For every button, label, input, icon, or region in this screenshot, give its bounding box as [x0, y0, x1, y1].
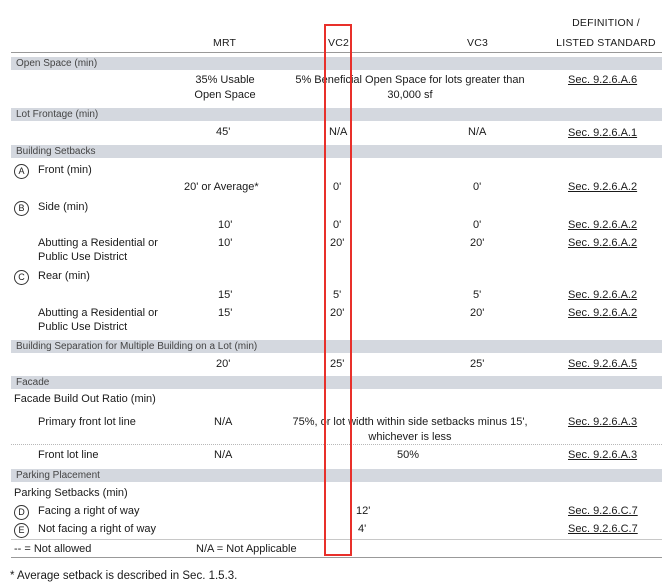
open-space-mrt-2: Open Space — [194, 89, 256, 101]
table-bottom-rule — [11, 557, 662, 558]
rear-abut-mrt: 15' — [218, 307, 233, 319]
primary-front-label: Primary front lot line — [38, 416, 136, 428]
rear-abut-vc3: 20' — [470, 307, 485, 319]
lot-frontage-def-link[interactable]: Sec. 9.2.6.A.1 — [568, 127, 638, 139]
section-parking-placement: Parking Placement — [11, 469, 662, 482]
front-def-link[interactable]: Sec. 9.2.6.A.2 — [568, 181, 638, 193]
lot-frontage-vc3: N/A — [468, 126, 487, 138]
primary-front-vc-1: 75%, or lot width within side setbacks minus 15', — [292, 416, 528, 428]
front-vc3: 0' — [473, 181, 482, 193]
separation-vc3: 25' — [470, 358, 485, 370]
separation-vc2: 25' — [330, 358, 345, 370]
not-facing-def-link[interactable]: Sec. 9.2.6.C.7 — [568, 523, 638, 535]
facing-def-link[interactable]: Sec. 9.2.6.C.7 — [568, 505, 638, 517]
rear-vc3: 5' — [473, 289, 482, 301]
front-vc2: 0' — [333, 181, 342, 193]
section-building-setbacks: Building Setbacks — [11, 145, 662, 158]
primary-front-def-link[interactable]: Sec. 9.2.6.A.3 — [568, 416, 638, 428]
facade-ratio-label: Facade Build Out Ratio (min) — [14, 393, 156, 405]
legend-na: N/A = Not Applicable — [196, 543, 297, 555]
rear-abut-label-2: Public Use District — [38, 321, 128, 333]
primary-front-mrt: N/A — [214, 416, 233, 428]
header-definition-line1: DEFINITION / — [572, 17, 640, 29]
section-lot-frontage: Lot Frontage (min) — [11, 108, 662, 121]
marker-d: D — [14, 505, 29, 520]
separation-def-link[interactable]: Sec. 9.2.6.A.5 — [568, 358, 638, 370]
side-abut-label-1: Abutting a Residential or — [38, 237, 158, 249]
open-space-vc-2: 30,000 sf — [387, 89, 433, 101]
side-label: Side (min) — [38, 201, 89, 213]
open-space-mrt-1: 35% Usable — [195, 74, 255, 86]
header-definition-line2: LISTED STANDARD — [556, 37, 656, 49]
lot-frontage-mrt: 45' — [216, 126, 231, 138]
facing-label: Facing a right of way — [38, 505, 140, 517]
side-vc3: 0' — [473, 219, 482, 231]
side-abut-label-2: Public Use District — [38, 251, 128, 263]
header-vc2: VC2 — [328, 37, 350, 49]
header-mrt: MRT — [213, 37, 237, 49]
separation-mrt: 20' — [216, 358, 231, 370]
side-abut-vc2: 20' — [330, 237, 345, 249]
primary-front-vc-2: whichever is less — [368, 431, 452, 443]
rear-def-link[interactable]: Sec. 9.2.6.A.2 — [568, 289, 638, 301]
lot-frontage-vc2: N/A — [329, 126, 348, 138]
marker-e: E — [14, 523, 29, 538]
open-space-vc-1: 5% Beneficial Open Space for lots greater than — [295, 74, 525, 86]
front-lot-mrt: N/A — [214, 449, 233, 461]
front-lot-vc: 50% — [397, 449, 420, 461]
facing-vc: 12' — [356, 505, 371, 517]
section-facade: Facade — [11, 376, 662, 389]
vc2-highlight-box — [324, 24, 352, 556]
section-open-space: Open Space (min) — [11, 57, 662, 70]
side-abut-mrt: 10' — [218, 237, 233, 249]
parking-setbacks-label: Parking Setbacks (min) — [14, 487, 128, 499]
front-label: Front (min) — [38, 164, 92, 176]
side-def-link[interactable]: Sec. 9.2.6.A.2 — [568, 219, 638, 231]
rear-vc2: 5' — [333, 289, 342, 301]
rear-abut-vc2: 20' — [330, 307, 345, 319]
footnote: * Average setback is described in Sec. 1.5.3. — [10, 570, 238, 582]
front-lot-label: Front lot line — [38, 449, 99, 461]
marker-a: A — [14, 164, 29, 179]
side-abut-def-link[interactable]: Sec. 9.2.6.A.2 — [568, 237, 638, 249]
rear-mrt: 15' — [218, 289, 233, 301]
marker-b: B — [14, 201, 29, 216]
front-lot-def-link[interactable]: Sec. 9.2.6.A.3 — [568, 449, 638, 461]
open-space-def-link[interactable]: Sec. 9.2.6.A.6 — [568, 74, 638, 86]
side-vc2: 0' — [333, 219, 342, 231]
side-abut-vc3: 20' — [470, 237, 485, 249]
rear-abut-label-1: Abutting a Residential or — [38, 307, 158, 319]
rear-label: Rear (min) — [38, 270, 90, 282]
not-facing-vc: 4' — [358, 523, 367, 535]
not-facing-label: Not facing a right of way — [38, 523, 157, 535]
header-vc3: VC3 — [467, 37, 489, 49]
legend-not-allowed: -- = Not allowed — [14, 543, 92, 555]
section-building-separation: Building Separation for Multiple Building on a Lot (min) — [11, 340, 662, 353]
front-mrt: 20' or Average* — [184, 181, 259, 193]
marker-c: C — [14, 270, 29, 285]
rear-abut-def-link[interactable]: Sec. 9.2.6.A.2 — [568, 307, 638, 319]
side-mrt: 10' — [218, 219, 233, 231]
